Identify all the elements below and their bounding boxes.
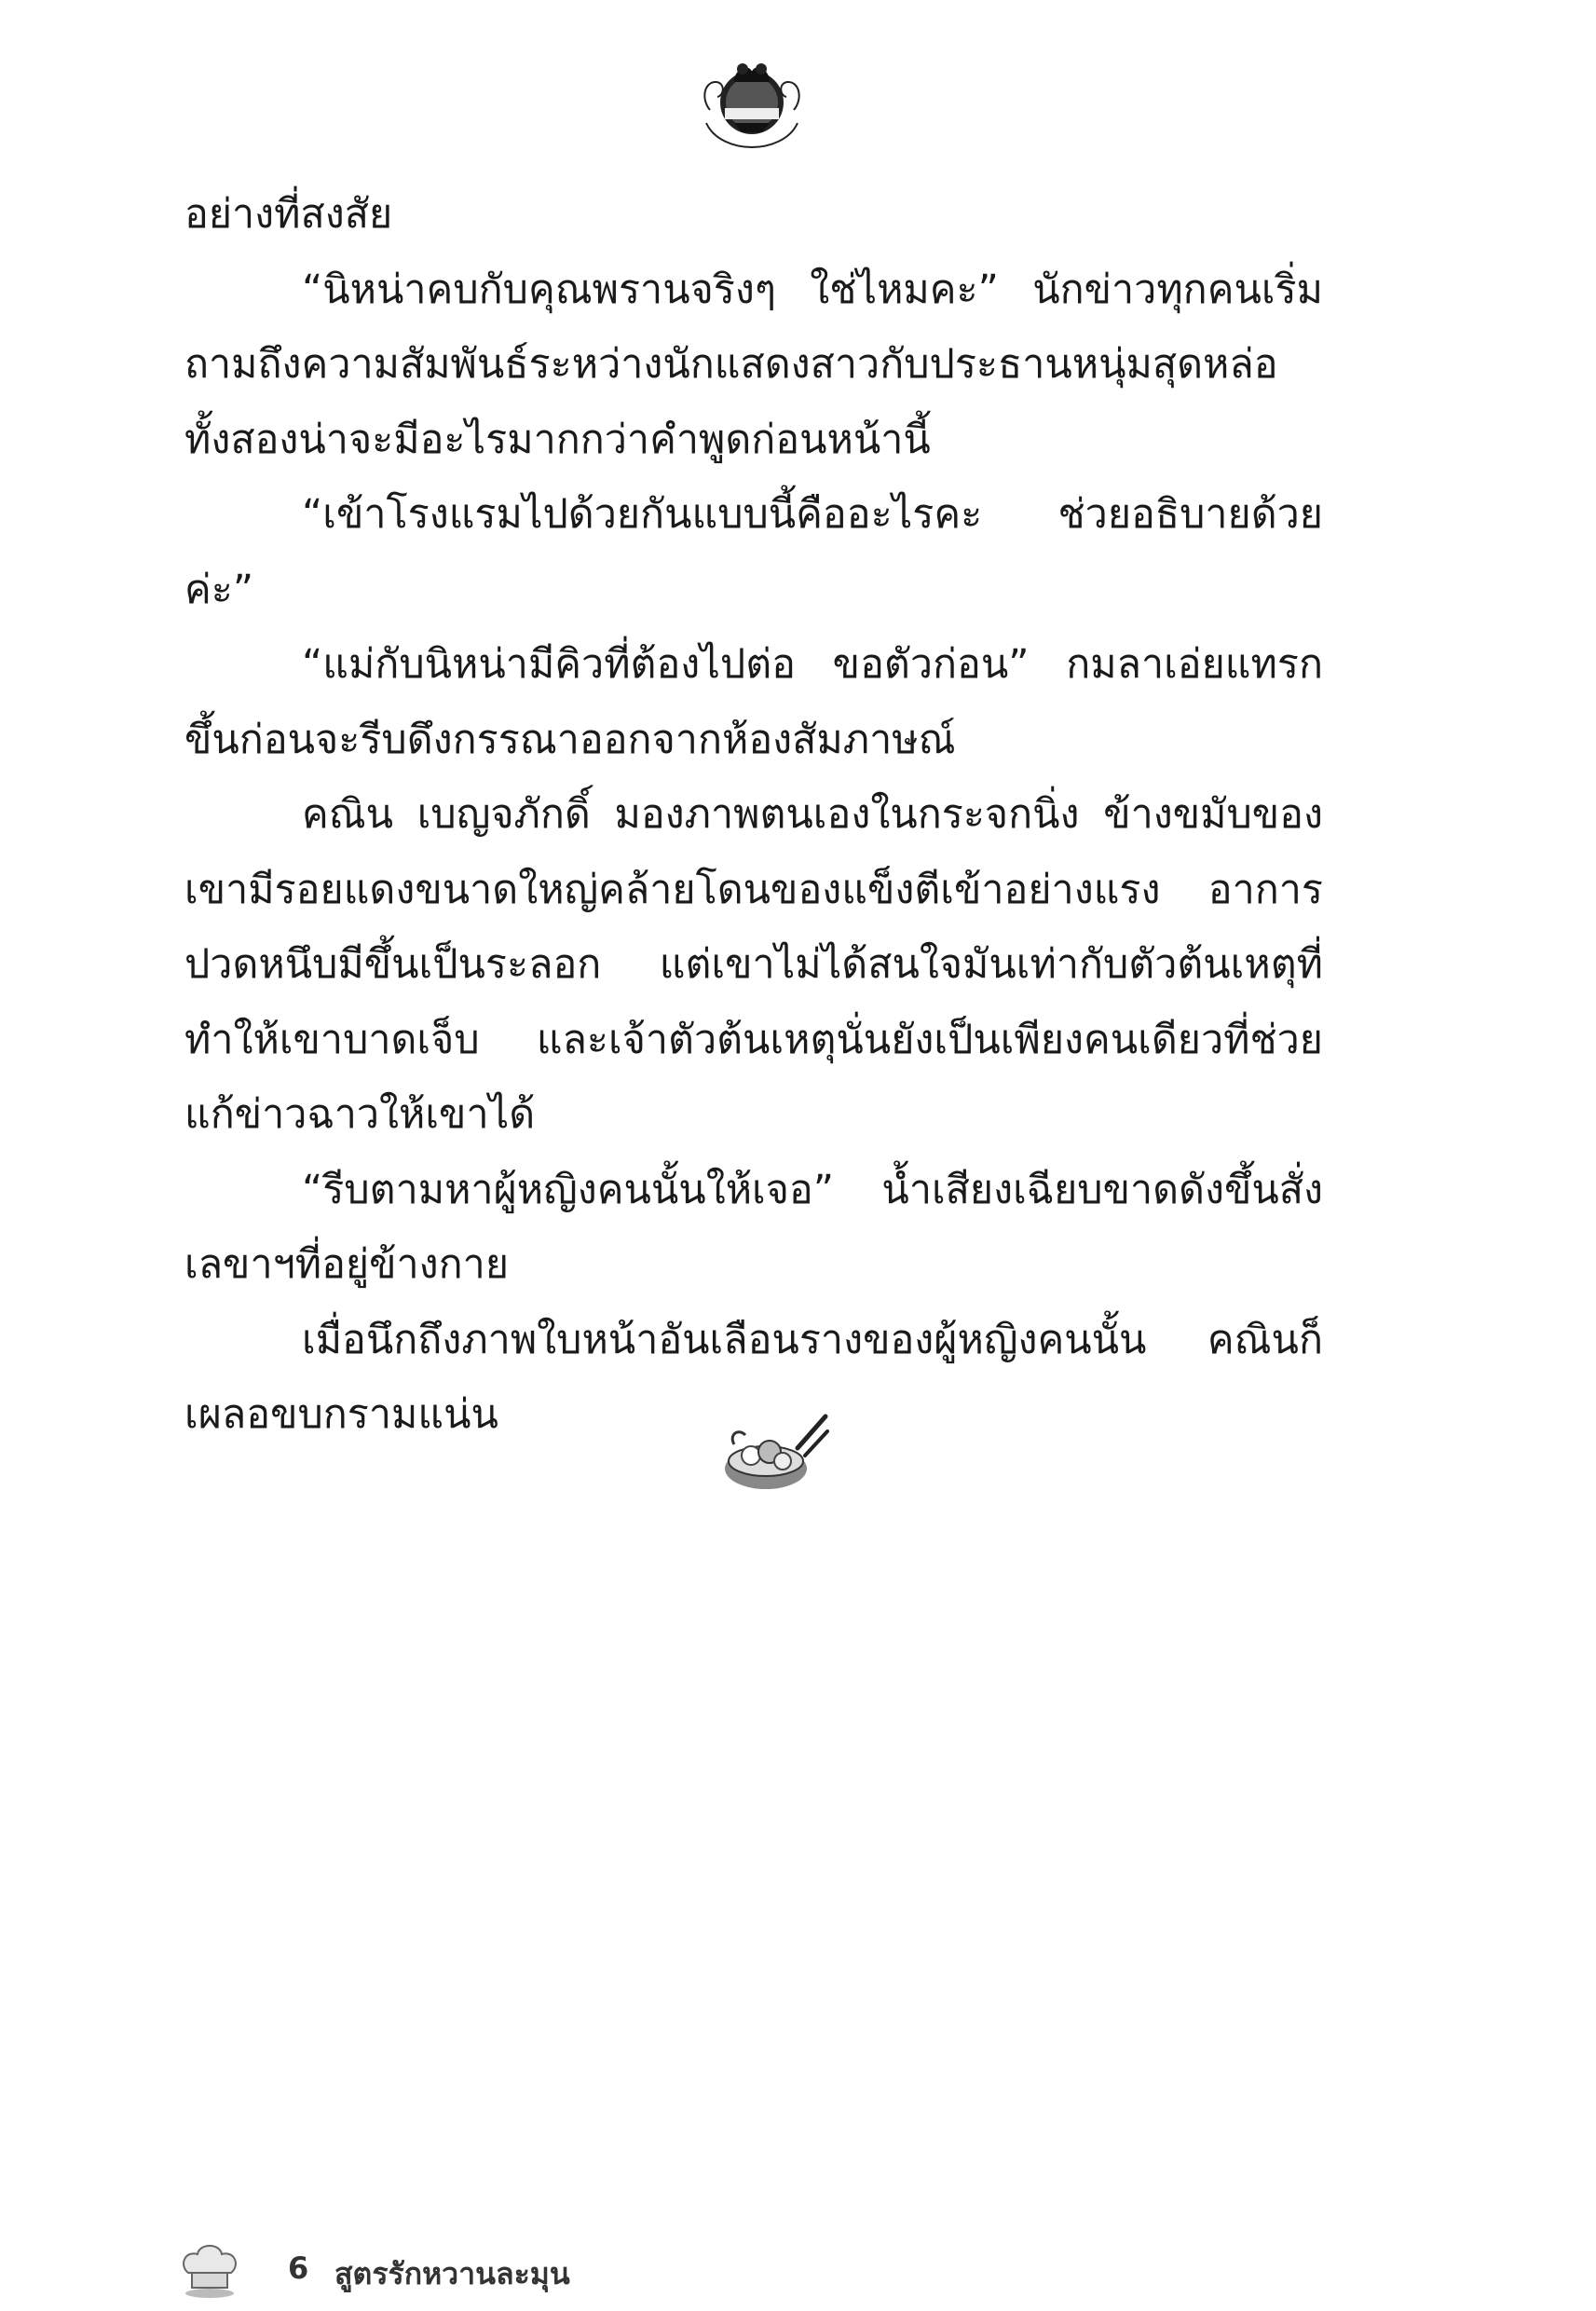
paragraph: คณิน เบญจภักดิ์ มองภาพตนเองในกระจกนิ่ง ข้างขมับของเขามีรอยแดงขนาดใหญ่คล้ายโดนของแข็งตีเข้าอย่างแรง อาการปวดหนึบมีขึ้นเป็นระลอก แต่เขาไม่ได้สนใจมันเท่ากับตัวต้นเหตุที่ทำให้เขาบาดเจ็บ และเจ้าตัวต้นเหตุนั่นยังเป็นเพียงคนเดียวที่ช่วยแก้ข่าวฉาวให้เขาได้ (184, 791, 1323, 1138)
paragraph: “เข้าโรงแรมไปด้วยกันแบบนี้คืออะไรคะ ช่วยอธิบายด้วยค่ะ” (184, 491, 1323, 613)
paragraph: อย่างที่สงสัย (184, 191, 393, 238)
paragraph: “นิหน่าคบกับคุณพรานจริงๆ ใช่ไหมคะ” นักข่าวทุกคนเริ่มถามถึงความสัมพันธ์ระหว่างนักแสดงสาวกับประธานหนุ่มสุดหล่อ ทั้งสองน่าจะมีอะไรมากกว่าคำพูดก่อนหน้านี้ (184, 266, 1323, 463)
book-title: สูตรรักหวานละมุน (334, 2256, 570, 2291)
chef-hat-icon (179, 2241, 240, 2301)
chef-ornament-logo (697, 54, 807, 153)
paragraph: เมื่อนึกถึงภาพใบหน้าอันเลือนรางของผู้หญิงคนนั้น คณินก็เผลอขบกรามแน่น (184, 1316, 1323, 1438)
paragraph: “แม่กับนิหน่ามีคิวที่ต้องไปต่อ ขอตัวก่อน” กมลาเอ่ยแทรกขึ้นก่อนจะรีบดึงกรรณาออกจากห้องสัมภาษณ์ (184, 641, 1323, 763)
paragraph: “รีบตามหาผู้หญิงคนนั้นให้เจอ” น้ำเสียงเฉียบขาดดังขึ้นสั่งเลขาฯที่อยู่ข้างกาย (184, 1166, 1323, 1288)
food-bowl-icon (716, 1407, 829, 1497)
page-number: 6 (288, 2250, 309, 2286)
page-footer (179, 2241, 831, 2306)
body-text (184, 177, 1323, 1453)
